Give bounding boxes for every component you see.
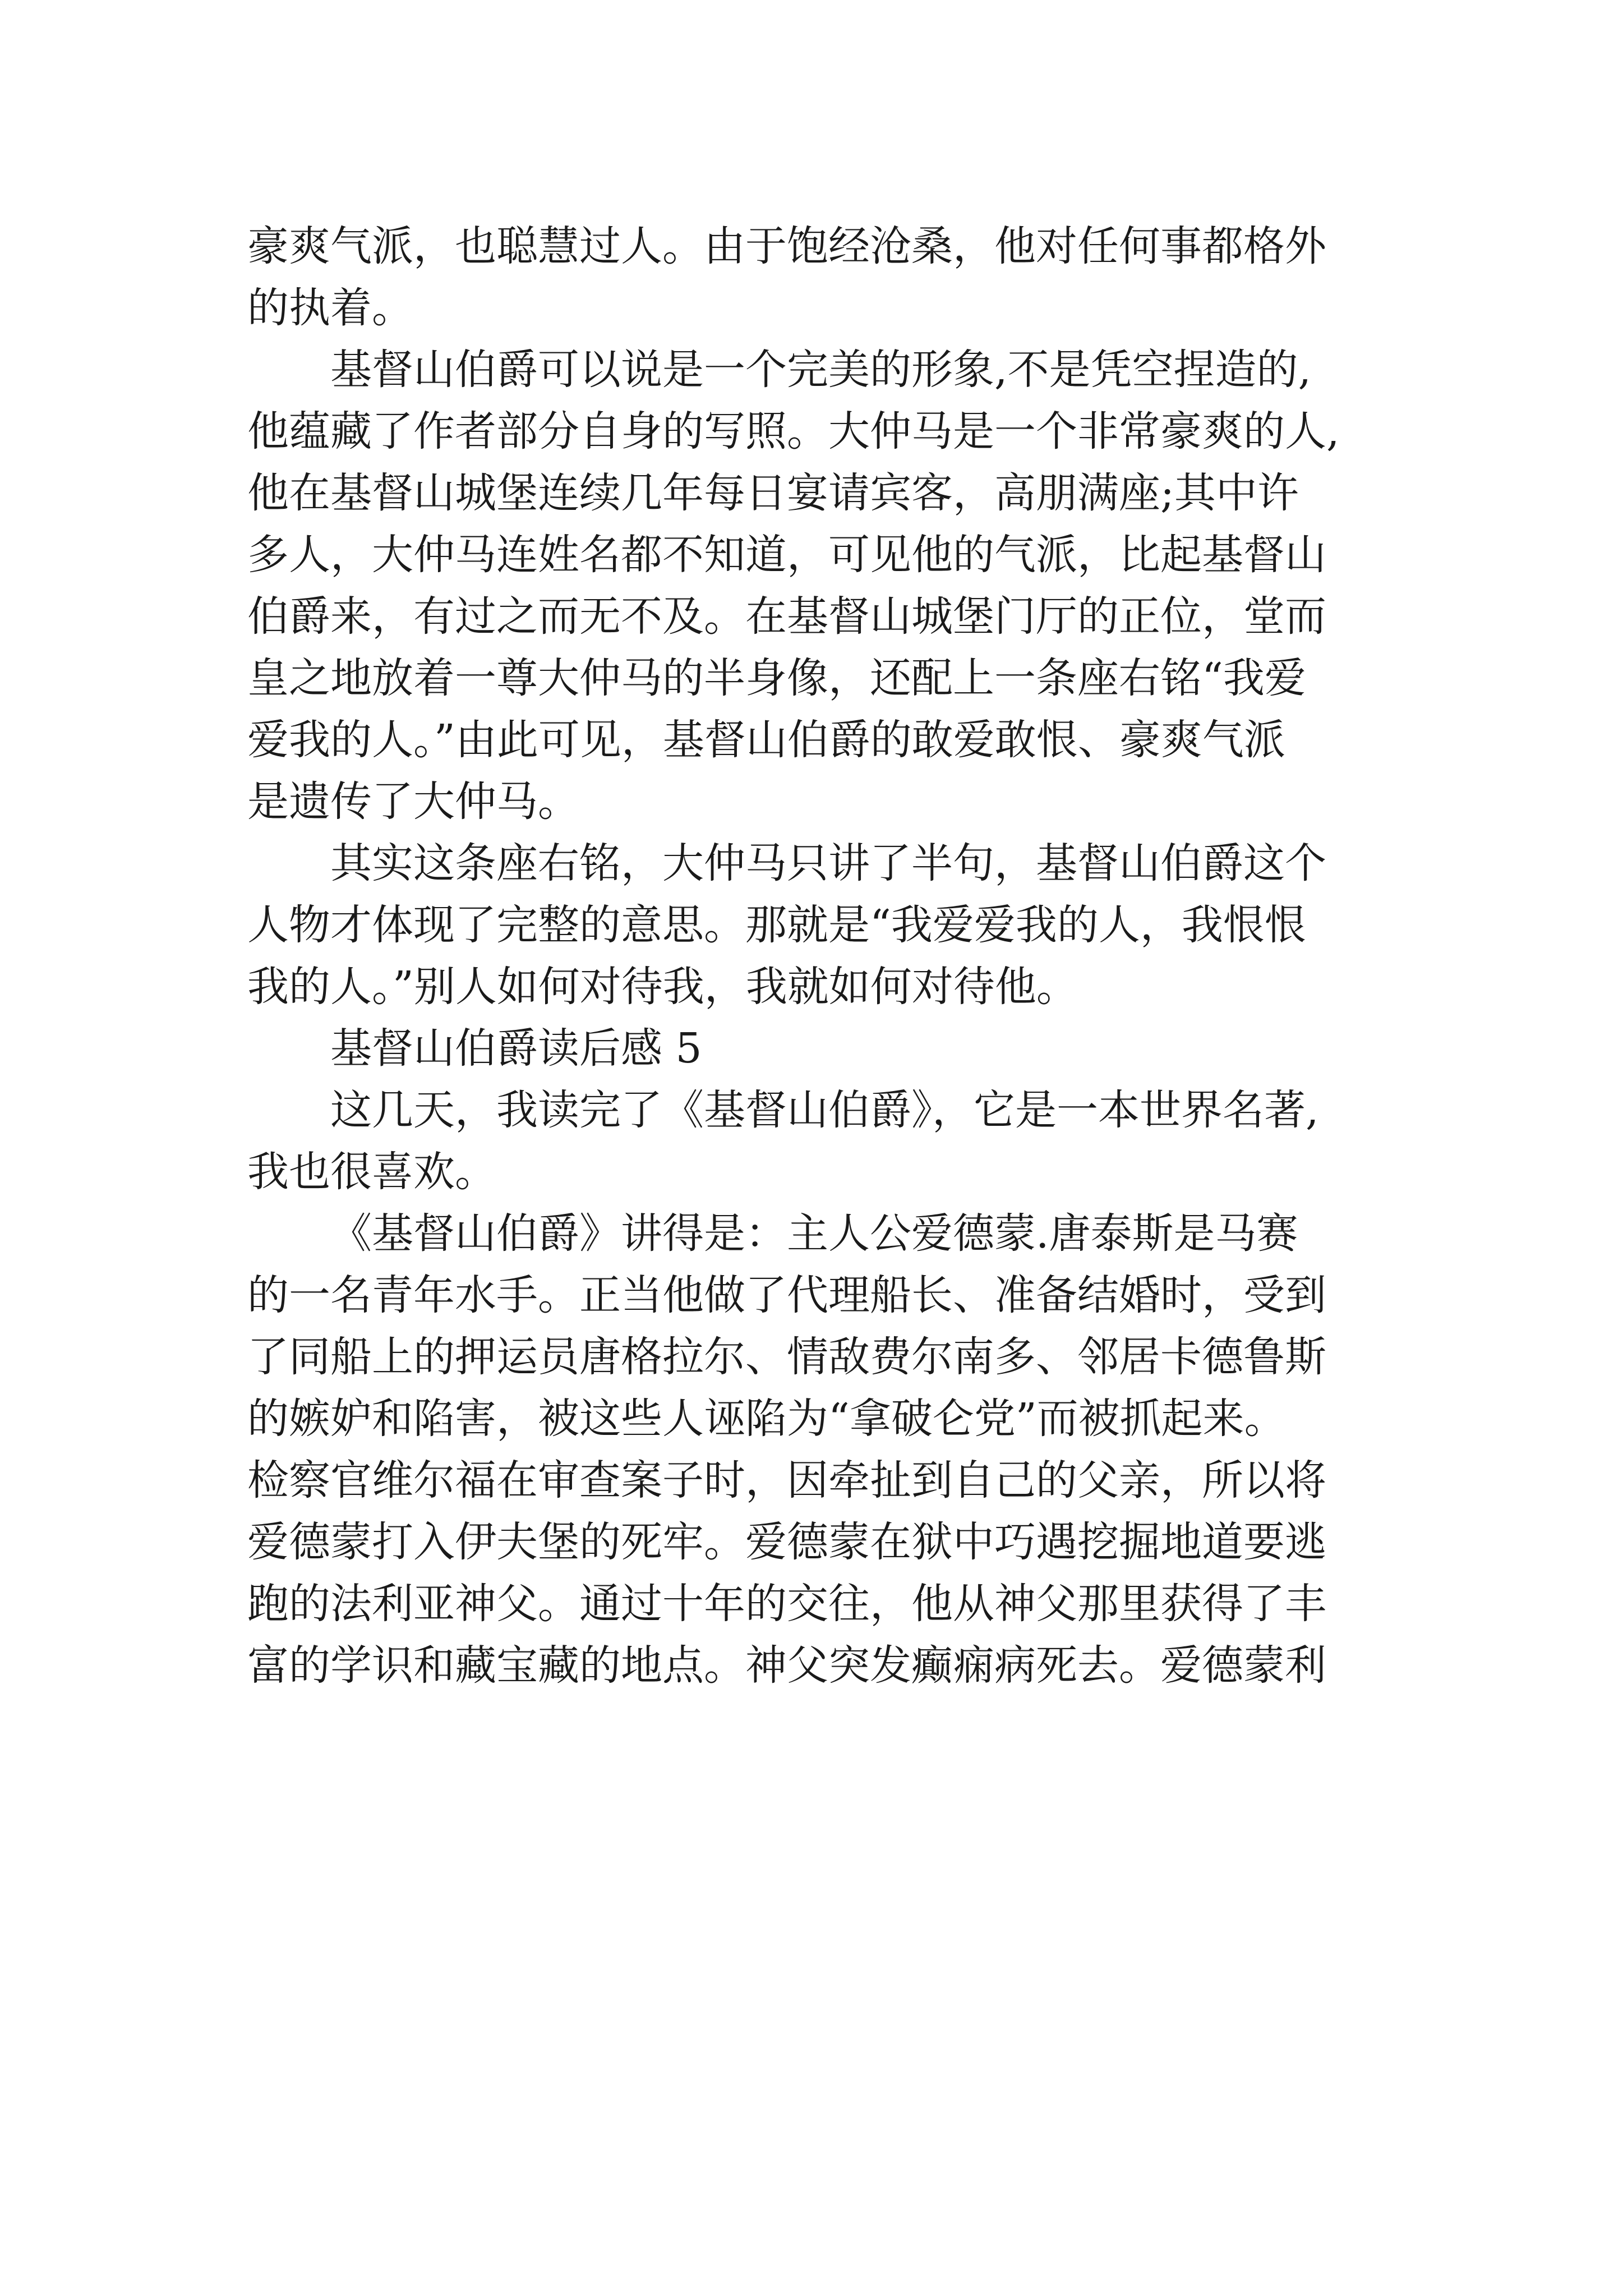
text-line: 检察官维尔福在审查案子时，因牵扯到自己的父亲，所以将 [247,1456,1326,1504]
text-line: 爱德蒙打入伊夫堡的死牢。爱德蒙在狱中巧遇挖掘地道要逃 [247,1518,1326,1566]
text-line: 豪爽气派，也聪慧过人。由于饱经沧桑，他对任何事都格外 [247,222,1326,270]
text-line: 他蕴藏了作者部分自身的写照。大仲马是一个非常豪爽的人, [247,407,1340,455]
text-line: 伯爵来，有过之而无不及。在基督山城堡门厅的正位，堂而 [247,592,1326,641]
text-line: 这几天，我读完了《基督山伯爵》，它是一本世界名著, [330,1086,1319,1134]
text-line: 人物才体现了完整的意思。那就是“我爱爱我的人，我恨恨 [247,901,1306,949]
text-line: 皇之地放着一尊大仲马的半身像，还配上一条座右铭“我爱 [247,654,1306,702]
text-line: 富的学识和藏宝藏的地点。神父突发癫痫病死去。爱德蒙利 [247,1641,1326,1690]
text-line: 我的人。”别人如何对待我，我就如何对待他。 [247,963,1078,1011]
text-line: 多人，大仲马连姓名都不知道，可见他的气派，比起基督山 [247,531,1326,579]
text-line: 他在基督山城堡连续几年每日宴请宾客，高朋满座;其中许 [247,469,1299,517]
text-line: 跑的法利亚神父。通过十年的交往，他从神父那里获得了丰 [247,1580,1326,1628]
document-body [247,215,1419,1696]
text-line: 是遗传了大仲马。 [247,777,579,826]
text-line: 爱我的人。”由此可见，基督山伯爵的敢爱敢恨、豪爽气派 [247,716,1285,764]
text-line: 《基督山伯爵》讲得是：主人公爱德蒙.唐泰斯是马赛 [330,1209,1298,1258]
section-heading: 基督山伯爵读后感 5 [330,1024,702,1073]
text-line: 了同船上的押运员唐格拉尔、情敌费尔南多、邻居卡德鲁斯 [247,1333,1326,1381]
text-line: 的一名青年水手。正当他做了代理船长、准备结婚时，受到 [247,1271,1326,1319]
text-line: 的嫉妒和陷害，被这些人诬陷为“拿破仑党”而被抓起来。 [247,1395,1286,1443]
text-line: 其实这条座右铭，大仲马只讲了半句，基督山伯爵这个 [330,839,1326,887]
text-line: 我也很喜欢。 [247,1148,496,1196]
text-line: 基督山伯爵可以说是一个完美的形象,不是凭空捏造的, [330,346,1312,394]
text-line: 的执着。 [247,284,413,332]
